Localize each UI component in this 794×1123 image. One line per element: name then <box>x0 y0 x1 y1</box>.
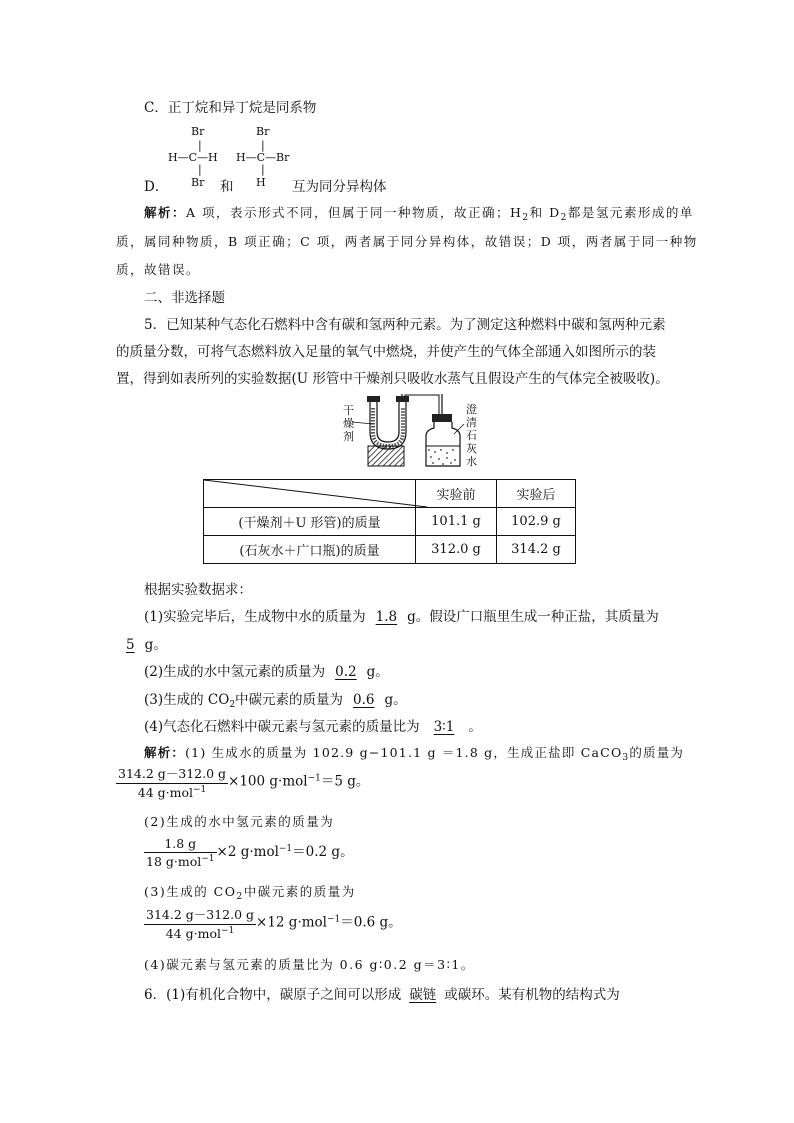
table-row <box>204 508 576 536</box>
table-cell: 102.9 g <box>497 508 576 536</box>
answer-blank: 0.6 <box>353 692 375 708</box>
answer-blank: 3∶1 <box>433 719 455 735</box>
fraction-2: $\frac{1.8 g}{18 g\cdot mol^{-1}}$ ×2 g·mol$^{-1}$＝0.2 g。 <box>146 836 354 869</box>
explanation-2-p3: (3)生成的 $CO_2$中碳元素的质量为 <box>144 884 356 902</box>
table-row <box>204 536 576 564</box>
table-header-row <box>204 480 576 508</box>
answer-blank: 5 <box>126 637 135 653</box>
explanation-1-line-2: 质，属同种物质，B 项正确；C 项，两者属于同分异构体，故错误；D 项，两者属于同一种物 <box>116 234 698 249</box>
desiccant-label: 干 燥 剂 <box>343 404 354 443</box>
table-header-before: 实验前 <box>416 480 497 508</box>
q5-line-2: 的质量分数，可将气态燃料放入足量的氧气中燃烧，并使产生的气体全部通入如图所示的装 <box>116 344 656 360</box>
answer-blank: 1.8 <box>375 609 398 625</box>
diagonal-line <box>204 480 427 507</box>
table-cell: 312.0 g <box>416 536 497 564</box>
explanation-1-line-3: 质，故错误。 <box>116 262 201 277</box>
option-c: C．正丁烷和异丁烷是同系物 <box>144 100 317 116</box>
intro-text: 根据实验数据求： <box>144 582 252 598</box>
q5-sub-2: (2)生成的水中氢元素的质量为 0.2 g。 <box>144 664 389 680</box>
q6-line-1: 6．(1)有机化合物中，碳原子之间可以形成 碳链 或碳环。某有机物的结构式为 <box>144 983 620 1003</box>
data-table <box>203 479 576 564</box>
q5-sub-3: (3)生成的 $CO_2$中碳元素的质量为 0.6 g。 <box>144 692 407 710</box>
fraction-1: $\frac{314.2 g-312.0 g}{44 g\cdot mol^{-1}}$ ×100 g·mol$^{-1}$＝5 g。 <box>118 766 370 800</box>
table-row-label: (干燥剂＋U 形管)的质量 <box>204 508 416 536</box>
fraction-3: $\frac{314.2 g-312.0 g}{44 g\cdot mol^{-1}}$ ×12 g·mol$^{-1}$＝0.6 g。 <box>146 907 402 941</box>
answer-blank: 碳链 <box>409 987 437 1003</box>
table-header-after: 实验后 <box>497 480 576 508</box>
table-cell: 101.1 g <box>416 508 497 536</box>
q5-line-3: 置，得到如表所列的实验数据(U 形管中干燥剂只吸收水蒸气且假设产生的气体完全被吸收)。 <box>116 371 669 387</box>
q5-sub-1-cont: 5 g。 <box>116 633 167 653</box>
table-corner-cell <box>204 480 416 508</box>
explanation-1-line-1: 解析：A 项，表示形式不同，但属于同一种物质，故正确；$H_2$和 $D_2$都是氢元素形成的单 <box>144 205 694 223</box>
table-cell: 314.2 g <box>497 536 576 564</box>
explanation-2-p2: (2)生成的水中氢元素的质量为 <box>144 814 335 829</box>
q5-line-1: 5．已知某种气态化石燃料中含有碳和氢两种元素。为了测定这种燃料中碳和氢两种元素 <box>144 317 666 333</box>
explanation-2-line-1: 解析：(1) 生成水的质量为 102.9 g−101.1 g ＝1.8 g，生成正盐即 CaCO$_3$的质量为 <box>144 745 685 763</box>
q5-sub-4: (4)气态化石燃料中碳元素与氢元素的质量比为 3∶1 。 <box>144 719 482 735</box>
limewater-label: 澄 清 石 灰 水 <box>466 403 477 468</box>
option-d: D． <box>144 179 169 195</box>
explanation-2-p4: (4)碳元素与氢元素的质量比为 0.6 g∶0.2 g＝3∶1。 <box>144 957 475 972</box>
q5-sub-1: (1)实验完毕后，生成物中水的质量为 1.8 g。假设广口瓶里生成一种正盐，其质量为 <box>144 609 659 625</box>
table-row-label: (石灰水＋广口瓶)的质量 <box>204 536 416 564</box>
answer-blank: 0.2 <box>335 664 357 680</box>
section-heading: 二、非选择题 <box>144 290 225 306</box>
